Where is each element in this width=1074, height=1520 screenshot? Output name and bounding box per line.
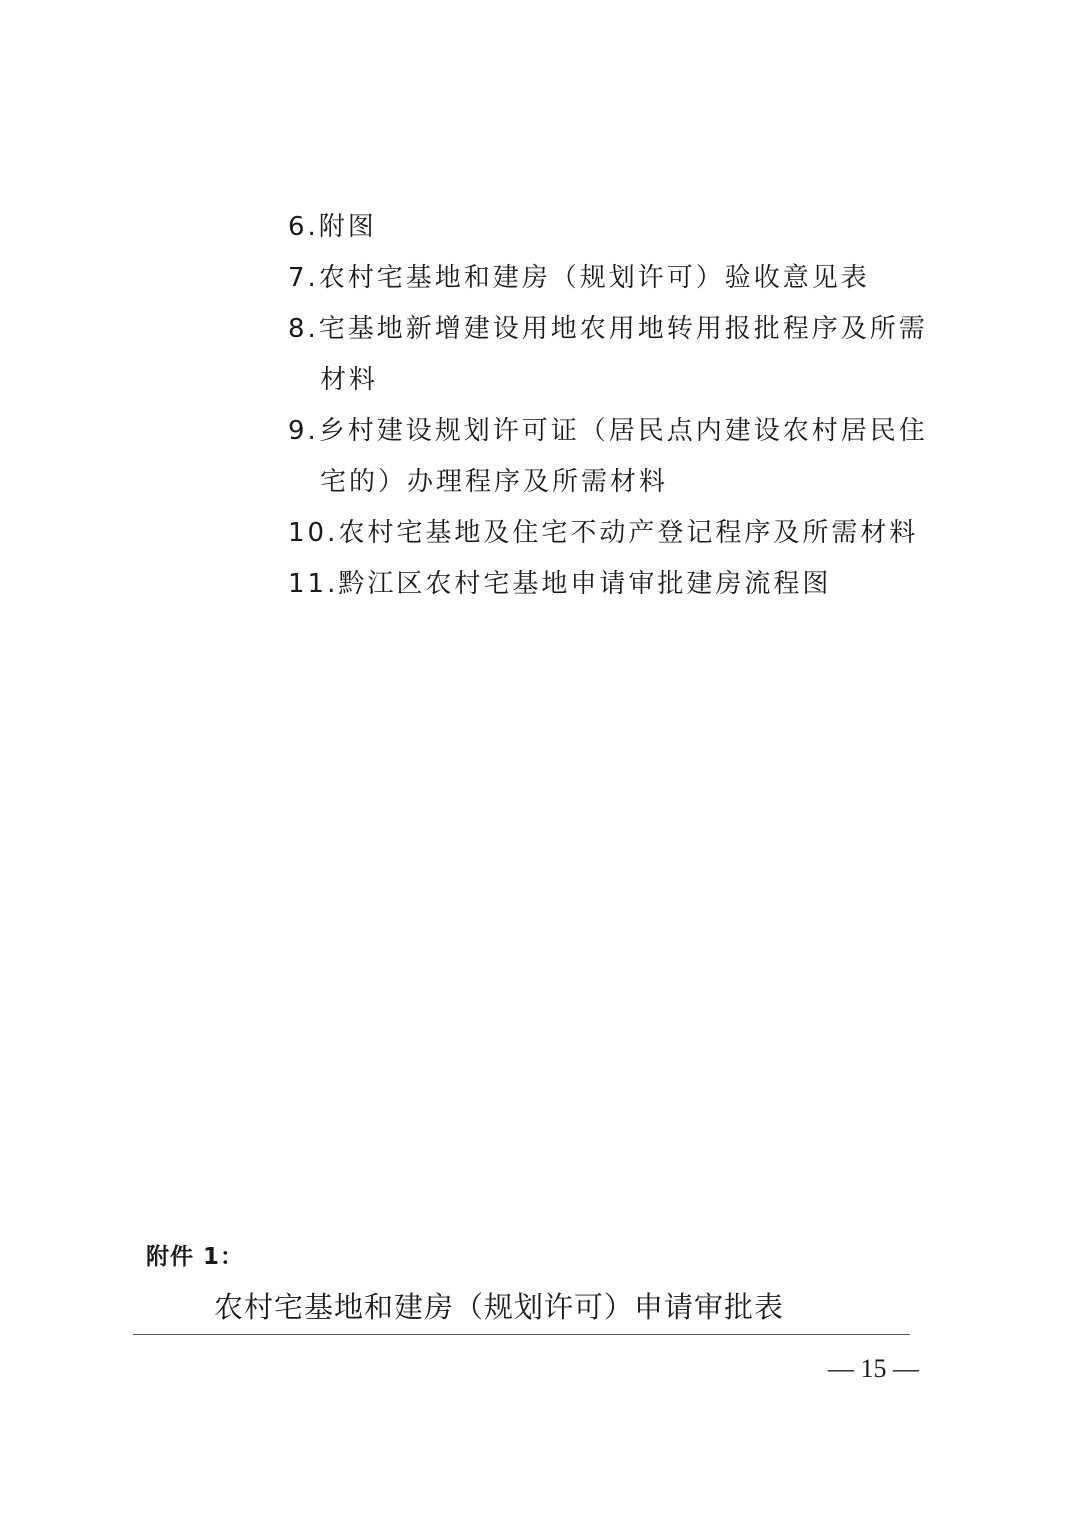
list-item: 11.黔江区农村宅基地申请审批建房流程图 bbox=[288, 569, 832, 599]
list-item: 6.附图 bbox=[288, 212, 377, 242]
form-title: 农村宅基地和建房（规划许可）申请审批表 bbox=[214, 1290, 785, 1324]
list-item: 9.乡村建设规划许可证（居民点内建设农村居民住宅的）办理程序及所需材料 bbox=[288, 416, 928, 497]
page-number: — 15 — bbox=[828, 1354, 919, 1383]
attachment-list bbox=[288, 202, 948, 610]
list-item: 7.农村宅基地和建房（规划许可）验收意见表 bbox=[288, 263, 870, 293]
title-underline bbox=[133, 1334, 910, 1335]
list-item: 8.宅基地新增建设用地农用地转用报批程序及所需材料 bbox=[288, 314, 928, 395]
list-item: 10.农村宅基地及住宅不动产登记程序及所需材料 bbox=[288, 518, 919, 548]
attachment-label: 附件 1： bbox=[146, 1244, 245, 1270]
